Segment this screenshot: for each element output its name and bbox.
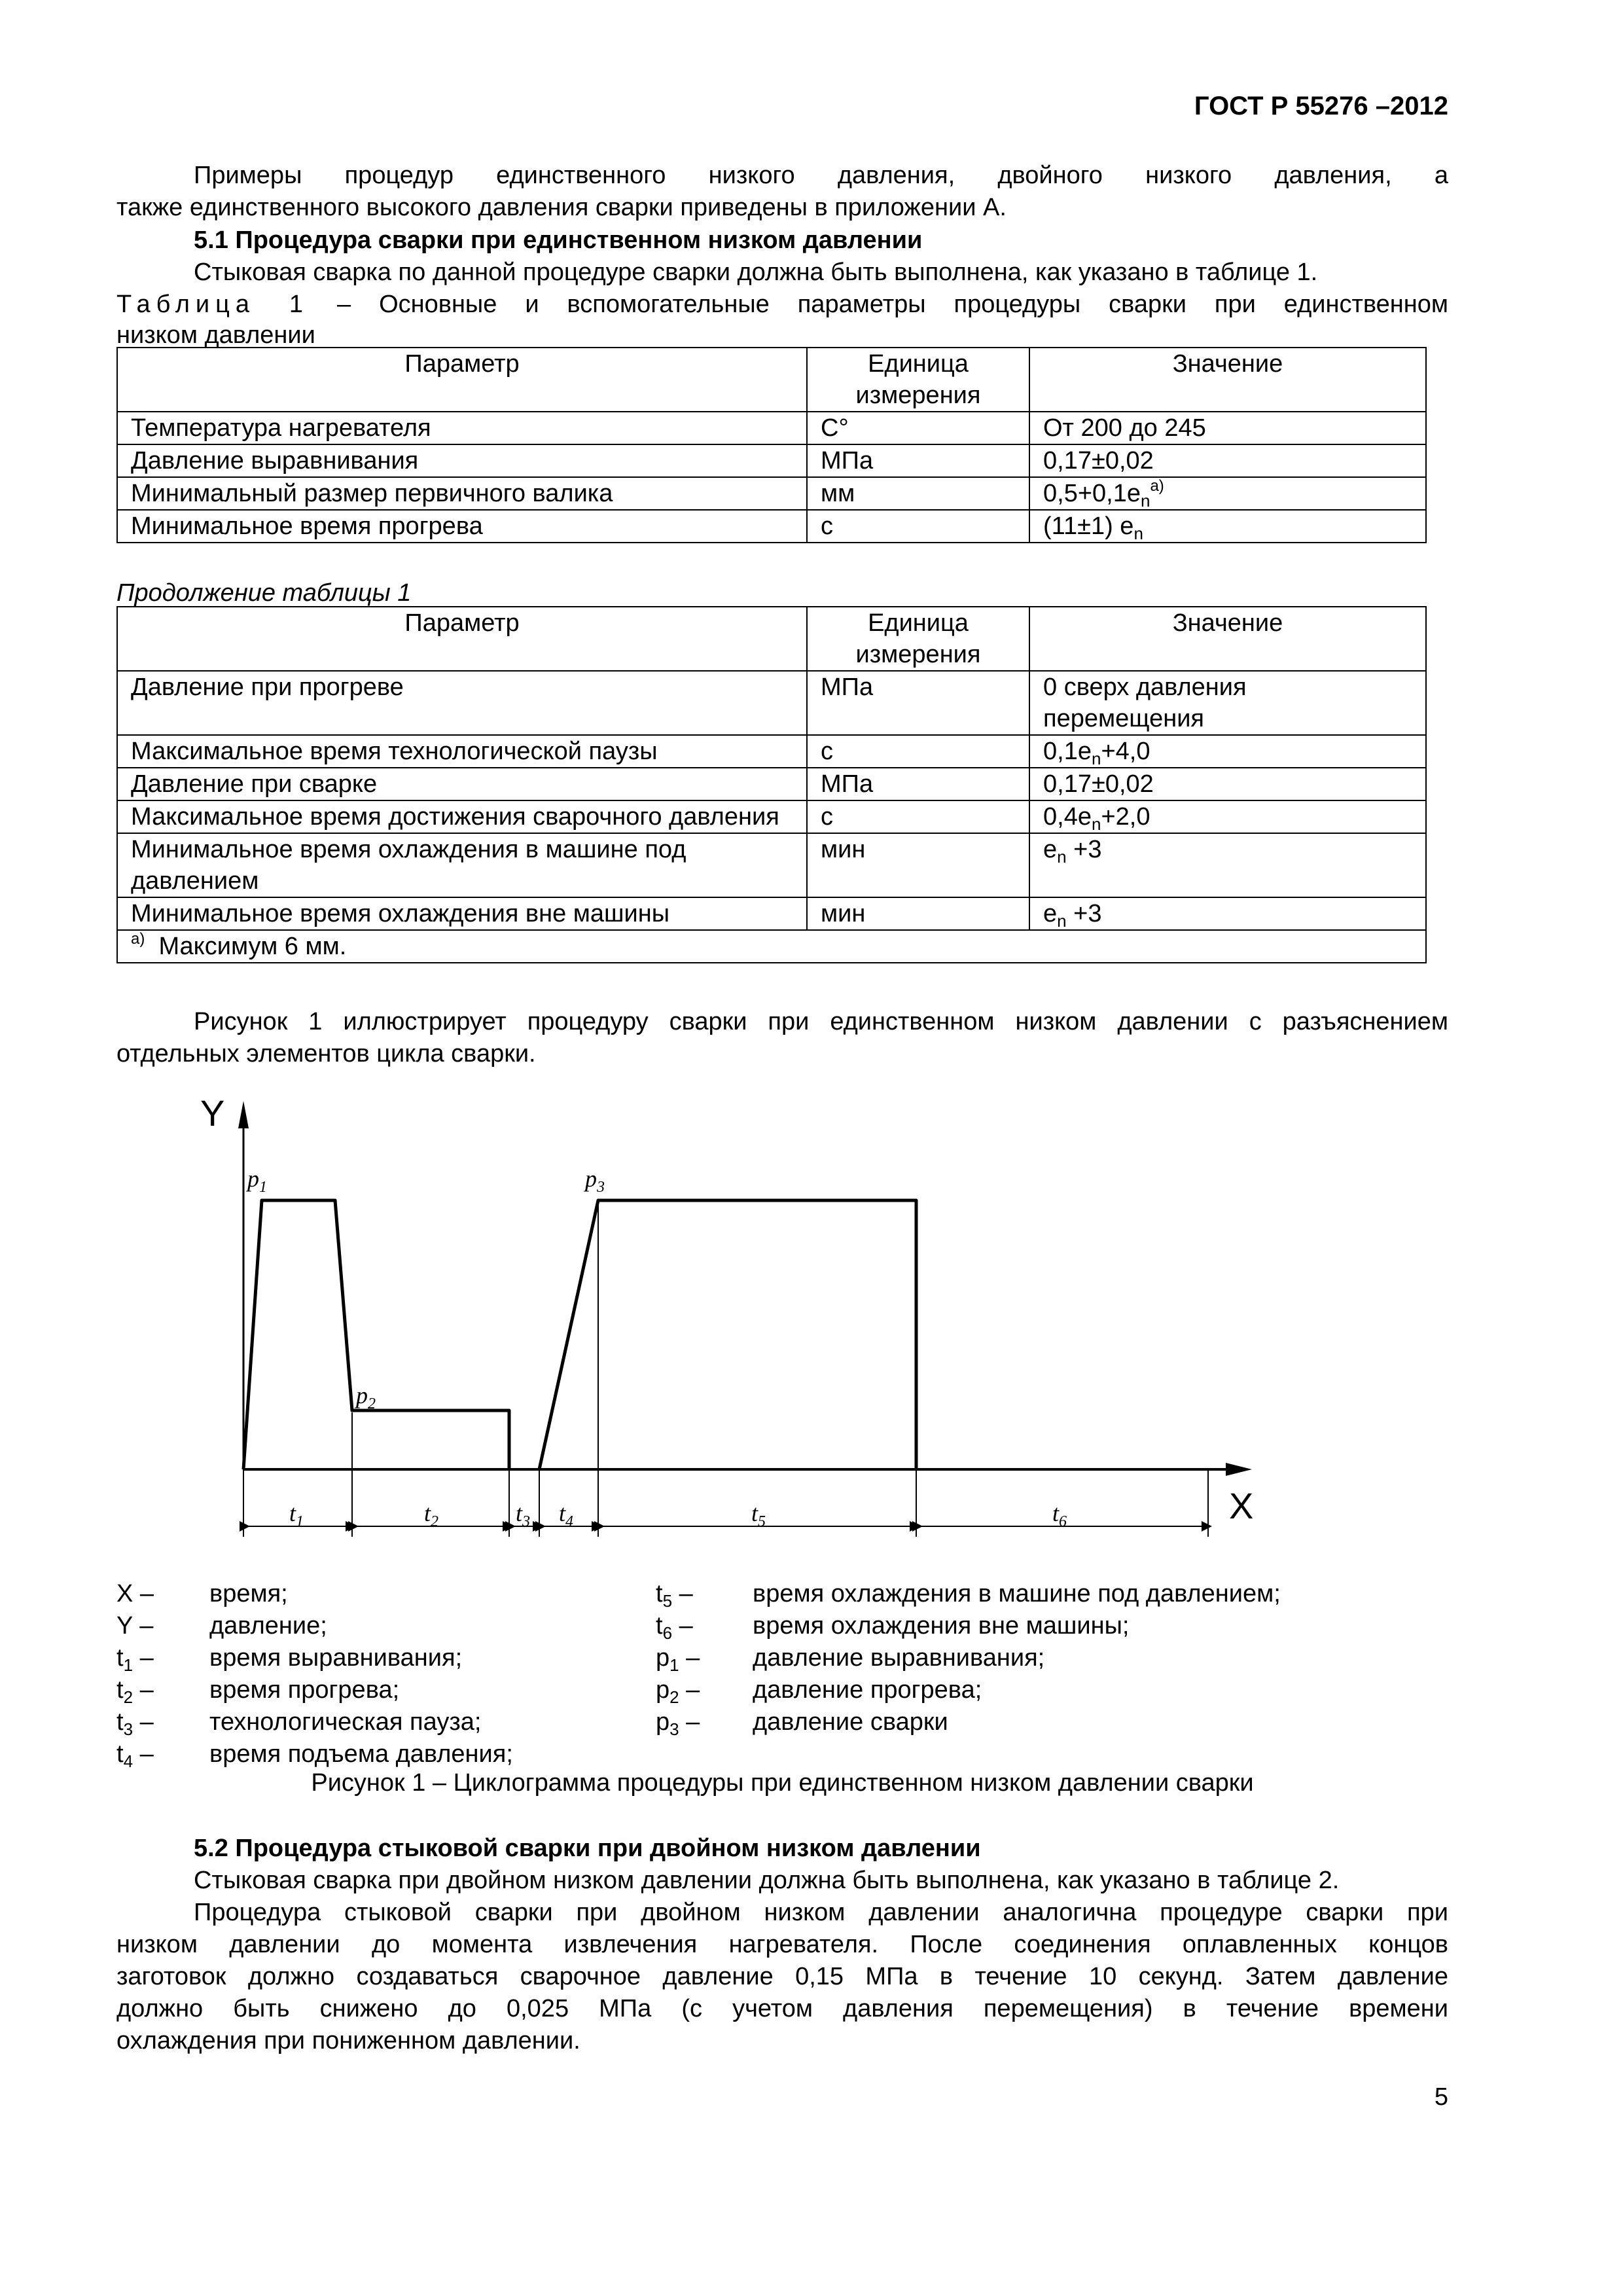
figure-caption: Рисунок 1 – Циклограмма процедуры при единственном низком давлении сварки xyxy=(311,1769,1254,1797)
table-cell-value xyxy=(1029,735,1426,768)
table-header-parameter: Параметр xyxy=(117,607,807,671)
table-row xyxy=(117,735,1426,768)
value-suffix: +4,0 xyxy=(1101,738,1150,765)
table-cell-unit: мин xyxy=(807,897,1029,930)
section-5-1-text: Стыковая сварка по данной процедуре сварки должна быть выполнена, как указано в таблице 1. xyxy=(194,259,1318,286)
table-cell-unit: с xyxy=(807,800,1029,833)
section-5-2-line-5: охлаждения при пониженном давлении. xyxy=(116,2027,580,2054)
standard-header: ГОСТ Р 55276 –2012 xyxy=(1194,92,1448,120)
label-t2: $t_2$ xyxy=(424,1500,439,1530)
table-cell-value xyxy=(1029,833,1426,897)
section-5-2-text-1: Стыковая сварка при двойном низком давлении должна быть выполнена, как указано в таблице 2. xyxy=(194,1867,1340,1894)
value-subscript: n xyxy=(1091,749,1101,768)
label-p3: $p_3$ xyxy=(585,1166,605,1196)
table-row xyxy=(117,444,1426,477)
intro-line-2: также единственного высокого давления сварки приведены в приложении А. xyxy=(116,194,1007,221)
x-axis-arrow xyxy=(1226,1463,1252,1476)
page-number: 5 xyxy=(1434,2083,1448,2111)
table-1-caption-text: – Основные и вспомогательные параметры процедуры сварки при единственном xyxy=(337,291,1449,318)
table-header-unit: Единица измерения xyxy=(807,348,1029,412)
table-header-value: Значение xyxy=(1029,607,1426,671)
pressure-curve-stage-2 xyxy=(539,1200,916,1469)
section-5-2-line-2: низком давлении до момента извлечения нагревателя. После соединения оплавленных концов xyxy=(116,1931,1448,1958)
table-cell-parameter: Давление при сварке xyxy=(117,768,807,800)
table-cell-unit: с xyxy=(807,510,1029,543)
table-1-caption-line-2: низком давлении xyxy=(116,321,315,349)
table-cell-value xyxy=(1029,897,1426,930)
table-cell-unit: мм xyxy=(807,477,1029,510)
table-cell-value xyxy=(1029,510,1426,543)
table-cell-unit: мин xyxy=(807,833,1029,897)
cyclogram-figure xyxy=(116,1086,1327,1558)
table-1 xyxy=(116,347,1427,543)
table-header-unit: Единица измерения xyxy=(807,607,1029,671)
pressure-curve-stage-1 xyxy=(243,1200,509,1469)
figure-intro-line-2: отдельных элементов цикла сварки. xyxy=(116,1040,536,1067)
table-row xyxy=(117,833,1426,897)
value-suffix: +3 xyxy=(1066,836,1102,863)
table-cell-value: 0,17±0,02 xyxy=(1029,444,1426,477)
table-cell-parameter: Минимальный размер первичного валика xyxy=(117,477,807,510)
table-cell-parameter: Температура нагревателя xyxy=(117,412,807,444)
table-1-continuation xyxy=(116,606,1427,963)
section-5-2-line-3: заготовок должно создаваться сварочное давление 0,15 МПа в течение 10 секунд. Затем давление xyxy=(116,1963,1448,1990)
table-cell-parameter: Максимальное время достижения сварочного давления xyxy=(117,800,807,833)
table-cell-value: От 200 до 245 xyxy=(1029,412,1426,444)
value-subscript: n xyxy=(1133,524,1143,543)
table-header-value: Значение xyxy=(1029,348,1426,412)
table-row xyxy=(117,768,1426,800)
table-cell-parameter: Минимальное время прогрева xyxy=(117,510,807,543)
label-p2: $p_2$ xyxy=(356,1382,376,1412)
figure-intro-line-1: Рисунок 1 иллюстрирует процедуру сварки при единственном низком давлении с разъяснением xyxy=(194,1008,1448,1035)
value-subscript: n xyxy=(1057,847,1067,867)
table-footnote-row xyxy=(117,930,1426,963)
table-row xyxy=(117,897,1426,930)
section-5-2-line-4: должно быть снижено до 0,025 МПа (с учетом давления перемещения) в течение времени xyxy=(116,1995,1448,2022)
label-t5: $t_5$ xyxy=(751,1500,766,1530)
table-cell-unit: с xyxy=(807,735,1029,768)
table-header-row xyxy=(117,607,1426,671)
value-text: 0,5+0,1e xyxy=(1043,480,1141,507)
table-cell-parameter: Давление при прогреве xyxy=(117,671,807,735)
table-cell-parameter: Максимальное время технологической паузы xyxy=(117,735,807,768)
section-5-2-heading: 5.2 Процедура стыковой сварки при двойном низком давлении xyxy=(194,1835,981,1862)
table-1-continuation-caption: Продолжение таблицы 1 xyxy=(116,579,412,607)
dimension-ticks xyxy=(243,1200,1208,1537)
value-subscript: n xyxy=(1091,814,1101,834)
document-page: ГОСТ Р 55276 –2012 Примеры процедур единственного низкого давления, двойного низкого давления, а также единственного высокого давления сварки приведены в приложении А. 5.1 Процедура сварки при единственном низком давлении Стыковая сварка по данной процедуре сварки должна быть выполнена, как указано в таблице 1. Таблица 1 – Основные и вспомогательные параметры процедуры сварки при единственном низком давлении Параметр Единица измерения Значение Температура нагревателя С° От 200 до 245 Давление выравнивания МПа 0,17±0,02 Минимальный размер первичного валика мм $0,5+0,1e_n^{а)}$ Минимальное время прогрева с (11±1) $е_n$ Продолжение таблицы 1 Параметр Единица измерения Значение Давление при прогреве МПа 0 сверх давления перемещения Максимальное время технологической паузы с $0,1e_n+4,0$ Давление при сварке МПа 0,17±0,02 Максимальное время достижения сварочного давления с $0,4е_n+2,0$ Минимальное время охлаждения в машине под давлением мин $e_n +3$ Минимальное время охлаждения вне машины мин $e_n +3$ $^{а)}$ Максимум 6 мм. Рисунок 1 иллюстрирует процедуру сварки при единственном низком давлении с разъяснением отдельных элементов цикла сварки. Y X $p_1$ $p_2$ $p_3$ $t_1$ $t_2$ $t_3$ $t_4$ $t_5$ $t_6$ X – время; Y – давление; $t_1$ – время выравнивания; $t_2$ – время прогрева; $t_3$ – технологическая пауза; $t_4$ – время подъема давления; $t_5$ – время охлаждения в машине под давлением; $t_6$ – время охлаждения вне машины; $p_1$ – давление выравнивания; $p_2$ – давление прогрева; $p_3$ – давление сварки Рисунок 1 – Циклограмма процедуры при единственном низком давлении сварки 5.2 Процедура стыковой сварки при двойном низком давлении Стыковая сварка при двойном низком давлении должна быть выполнена, как указано в таблице 2. Процедура стыковой сварки при двойном низком давлении аналогична процедуре сварки при низком давлении до момента извлечения нагревателя. После соединения оплавленных концов заготовок должно создаваться сварочное давление 0,15 МПа в течение 10 секунд. Затем давление должно быть снижено до 0,025 МПа (с учетом давления перемещения) в течение времени охлаждения при пониженном давлении. 5 xyxy=(0,0,1623,2296)
label-t4: $t_4$ xyxy=(559,1500,574,1530)
table-cell-unit: С° xyxy=(807,412,1029,444)
table-row xyxy=(117,800,1426,833)
footnote-text: Максимум 6 мм. xyxy=(158,933,347,960)
table-cell-parameter: Минимальное время охлаждения вне машины xyxy=(117,897,807,930)
value-subscript: n xyxy=(1057,911,1067,931)
table-footnote xyxy=(117,930,1426,963)
label-t6: $t_6$ xyxy=(1052,1500,1067,1530)
y-axis-arrow xyxy=(238,1101,249,1128)
x-axis-label: X xyxy=(1229,1485,1254,1526)
table-header-parameter: Параметр xyxy=(117,348,807,412)
value-text: (11±1) е xyxy=(1043,512,1134,540)
value-subscript: n xyxy=(1140,491,1150,511)
label-p1: $p_1$ xyxy=(247,1166,267,1196)
table-cell-value xyxy=(1029,800,1426,833)
table-cell-parameter: Давление выравнивания xyxy=(117,444,807,477)
value-text: 0,1e xyxy=(1043,738,1092,765)
table-row xyxy=(117,477,1426,510)
intro-line-1: Примеры процедур единственного низкого давления, двойного низкого давления, а xyxy=(194,162,1448,189)
table-cell-value: 0 сверх давления перемещения xyxy=(1029,671,1426,735)
table-header-row xyxy=(117,348,1426,412)
table-cell-unit: МПа xyxy=(807,768,1029,800)
table-row xyxy=(117,671,1426,735)
value-text: e xyxy=(1043,836,1058,863)
table-cell-value: 0,17±0,02 xyxy=(1029,768,1426,800)
table-cell-parameter: Минимальное время охлаждения в машине под давлением xyxy=(117,833,807,897)
table-cell-unit: МПа xyxy=(807,671,1029,735)
y-axis-label: Y xyxy=(200,1092,225,1134)
label-t1: $t_1$ xyxy=(289,1500,304,1530)
table-row xyxy=(117,412,1426,444)
table-row xyxy=(117,510,1426,543)
label-t3: $t_3$ xyxy=(516,1500,531,1530)
table-1-label: Таблица 1 xyxy=(116,291,310,318)
value-suffix: +3 xyxy=(1066,900,1102,927)
footnote-reference: а) xyxy=(1150,477,1164,495)
footnote-mark: а) xyxy=(131,930,145,948)
section-5-1-heading: 5.1 Процедура сварки при единственном низком давлении xyxy=(194,226,923,254)
table-cell-unit: МПа xyxy=(807,444,1029,477)
value-text: 0,4е xyxy=(1043,803,1092,831)
value-text: e xyxy=(1043,900,1058,927)
value-suffix: +2,0 xyxy=(1101,803,1150,831)
table-cell-value xyxy=(1029,477,1426,510)
table-1-caption-line-1 xyxy=(116,289,1448,321)
section-5-2-line-1: Процедура стыковой сварки при двойном низком давлении аналогична процедуре сварки при xyxy=(194,1899,1448,1926)
